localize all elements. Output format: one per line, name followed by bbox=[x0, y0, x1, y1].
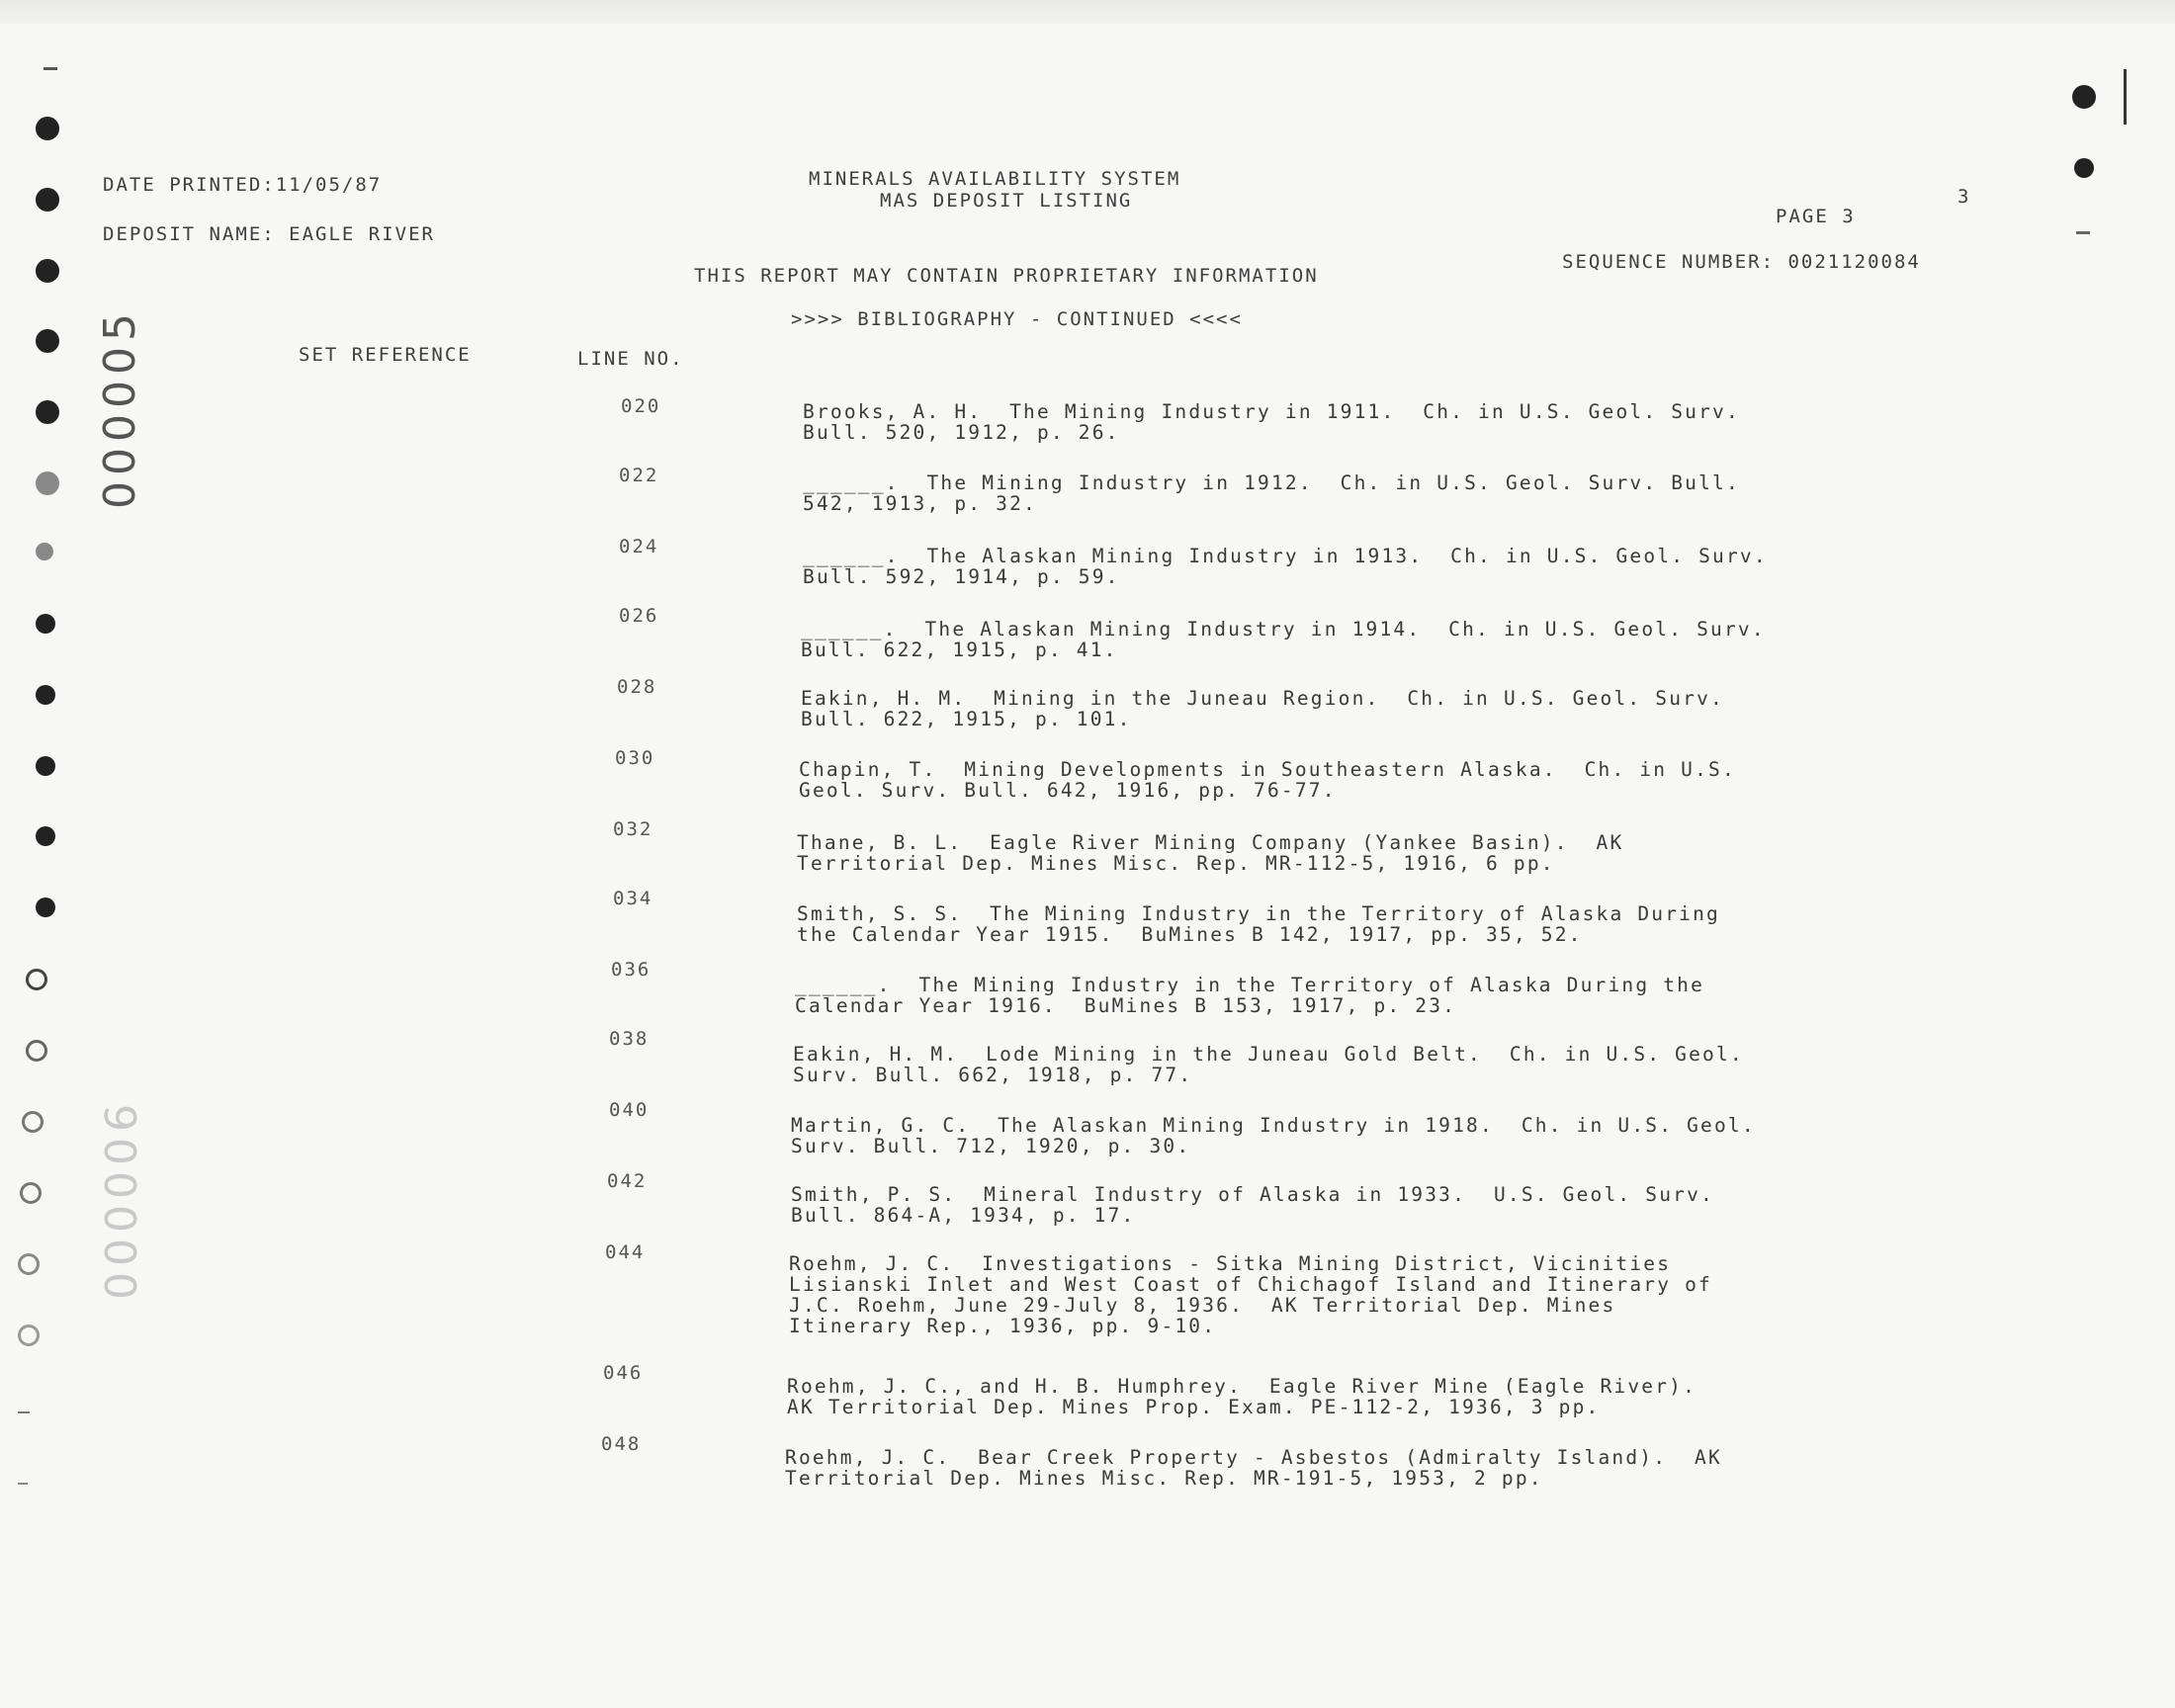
entry-line-number: 030 bbox=[615, 747, 655, 769]
column-header-set-reference: SET REFERENCE bbox=[299, 344, 472, 366]
bibliography-entry: Smith, S. S. The Mining Industry in the Territory of Alaska During the Calendar Year 1915. BuMines B 142, 1917, pp. 35, 52. bbox=[797, 902, 1720, 946]
page-stamp-ghost: 000006 bbox=[97, 1098, 147, 1300]
feed-hole bbox=[36, 259, 59, 283]
bibliography-entry: ______. The Mining Industry in the Territory of Alaska During the Calendar Year 1916. BuMines B 153, 1917, p. 23. bbox=[795, 974, 1705, 1017]
feed-hole bbox=[36, 826, 55, 846]
entry-line-number: 020 bbox=[621, 395, 661, 417]
feed-hole bbox=[36, 543, 53, 560]
bibliography-entry: ______. The Alaskan Mining Industry in 1914. Ch. in U.S. Geol. Surv. Bull. 622, 1915, p. 41. bbox=[801, 618, 1766, 661]
deposit-name: DEPOSIT NAME: EAGLE RIVER bbox=[103, 223, 435, 245]
bibliography-entry: Brooks, A. H. The Mining Industry in 1911. Ch. in U.S. Geol. Surv. Bull. 520, 1912, p. 26. bbox=[803, 400, 1740, 444]
entry-line-number: 046 bbox=[603, 1362, 644, 1384]
bibliography-entry: Thane, B. L. Eagle River Mining Company (Yankee Basin). AK Territorial Dep. Mines Misc. Rep. MR-112-5, 1916, 6 pp. bbox=[797, 831, 1624, 875]
bibliography-entry: Eakin, H. M. Lode Mining in the Juneau Gold Belt. Ch. in U.S. Geol. Surv. Bull. 662, 1918, p. 77. bbox=[793, 1043, 1744, 1086]
sequence-number: SEQUENCE NUMBER: 0021120084 bbox=[1562, 251, 1921, 273]
entry-line-number: 032 bbox=[613, 818, 653, 840]
feed-hole bbox=[36, 400, 59, 424]
bibliography-entry: Chapin, T. Mining Developments in Southeastern Alaska. Ch. in U.S. Geol. Surv. Bull. 642, 1916, pp. 76-77. bbox=[799, 758, 1736, 802]
page-stamp-number: 000005 bbox=[95, 307, 145, 509]
entry-line-number: 028 bbox=[617, 676, 657, 698]
system-title: MINERALS AVAILABILITY SYSTEM bbox=[809, 168, 1181, 190]
bibliography-entry: Martin, G. C. The Alaskan Mining Industry in 1918. Ch. in U.S. Geol. Surv. Bull. 712, 1920, p. 30. bbox=[791, 1114, 1756, 1157]
feed-hole bbox=[36, 756, 55, 776]
page-label: PAGE 3 bbox=[1776, 206, 1856, 227]
feed-hole bbox=[2072, 85, 2096, 109]
feed-hole bbox=[20, 1182, 42, 1204]
proprietary-notice: THIS REPORT MAY CONTAIN PROPRIETARY INFORMATION bbox=[694, 265, 1319, 287]
feed-hole bbox=[22, 1111, 44, 1133]
date-printed: DATE PRINTED:11/05/87 bbox=[103, 174, 383, 196]
feed-hole bbox=[18, 1253, 40, 1275]
feed-hole bbox=[2074, 158, 2094, 178]
feed-hole bbox=[36, 685, 55, 705]
feed-hole bbox=[26, 969, 47, 990]
scan-mark bbox=[18, 1411, 30, 1413]
feed-hole bbox=[36, 188, 59, 212]
feed-hole bbox=[36, 614, 55, 634]
feed-hole bbox=[36, 329, 59, 353]
entry-line-number: 034 bbox=[613, 888, 653, 909]
bibliography-entry: Smith, P. S. Mineral Industry of Alaska in 1933. U.S. Geol. Surv. Bull. 864-A, 1934, p. 17. bbox=[791, 1183, 1714, 1227]
feed-hole bbox=[26, 1040, 47, 1062]
entry-line-number: 040 bbox=[609, 1099, 650, 1121]
feed-hole bbox=[18, 1324, 40, 1346]
scan-mark bbox=[18, 1483, 28, 1485]
column-header-line-no: LINE NO. bbox=[577, 348, 684, 370]
scan-mark bbox=[2076, 231, 2090, 234]
entry-line-number: 024 bbox=[619, 536, 659, 557]
bibliography-entry: ______. The Mining Industry in 1912. Ch. in U.S. Geol. Surv. Bull. 542, 1913, p. 32. bbox=[803, 471, 1740, 515]
scan-mark bbox=[2124, 69, 2127, 125]
entry-line-number: 036 bbox=[611, 959, 652, 981]
feed-hole bbox=[36, 471, 59, 495]
bibliography-entry: Roehm, J. C. Bear Creek Property - Asbestos (Admiralty Island). AK Territorial Dep. Mines Misc. Rep. MR-191-5, 1953, 2 pp. bbox=[785, 1446, 1722, 1490]
entry-line-number: 026 bbox=[619, 605, 659, 627]
bibliography-entry: Roehm, J. C., and H. B. Humphrey. Eagle River Mine (Eagle River). AK Territorial Dep. Mines Prop. Exam. PE-112-2, 1936, 3 pp. bbox=[787, 1375, 1697, 1418]
feed-hole bbox=[36, 117, 59, 140]
listing-title: MAS DEPOSIT LISTING bbox=[880, 190, 1133, 212]
entry-line-number: 044 bbox=[605, 1241, 646, 1263]
bibliography-entry: ______. The Alaskan Mining Industry in 1913. Ch. in U.S. Geol. Surv. Bull. 592, 1914, p. 59. bbox=[803, 545, 1768, 588]
bibliography-entry: Roehm, J. C. Investigations - Sitka Mining District, Vicinities Lisianski Inlet and West Coast of Chichagof Island and Itinerary of J.C. Roehm, June 29-July 8, 1936. AK Territorial Dep. Mines Itinerary Rep., 1936, pp. 9-10. bbox=[789, 1252, 1712, 1337]
entry-line-number: 022 bbox=[619, 465, 659, 486]
scan-mark bbox=[44, 67, 57, 70]
page-corner-number: 3 bbox=[1958, 186, 1971, 208]
bibliography-entry: Eakin, H. M. Mining in the Juneau Region. Ch. in U.S. Geol. Surv. Bull. 622, 1915, p. 101. bbox=[801, 687, 1724, 730]
entry-line-number: 042 bbox=[607, 1170, 648, 1192]
entry-line-number: 048 bbox=[601, 1433, 642, 1455]
feed-hole bbox=[36, 897, 55, 917]
entry-line-number: 038 bbox=[609, 1028, 650, 1050]
section-heading: >>>> BIBLIOGRAPHY - CONTINUED <<<< bbox=[791, 308, 1243, 330]
